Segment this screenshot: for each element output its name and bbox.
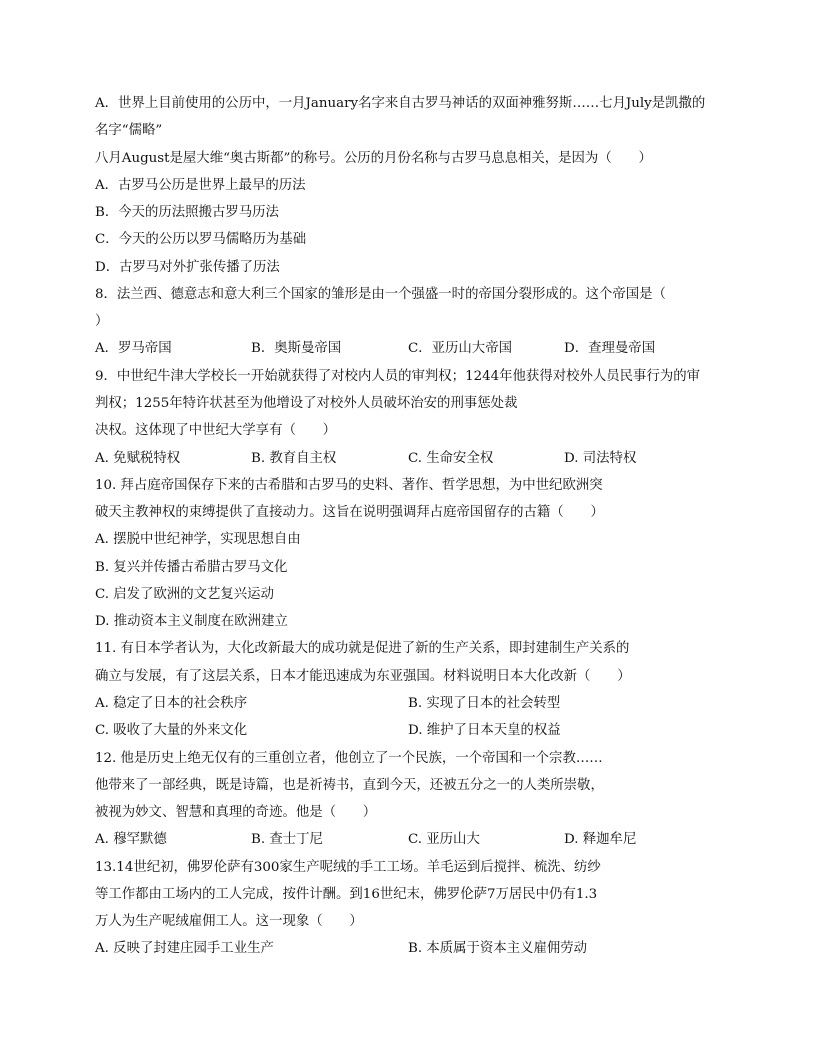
question-9-option-a: A. 免赋税特权 bbox=[95, 451, 181, 466]
question-11-option-d: D. 维护了日本天皇的权益 bbox=[408, 723, 561, 738]
question-12-option-a: A. 穆罕默德 bbox=[95, 832, 167, 847]
question-13-option-a: A. 反映了封建庄园手工业生产 bbox=[95, 941, 274, 956]
question-7-option-c: C．今天的公历以罗马儒略历为基础 bbox=[95, 232, 307, 247]
question-10-option-d: D. 推动资本主义制度在欧洲建立 bbox=[95, 614, 288, 629]
question-10-option-b: B. 复兴并传播古希腊古罗马文化 bbox=[95, 560, 288, 575]
question-7-stem-line-3: 八月August是屋大维“奥古斯都”的称号。公历的月份名称与古罗马息息相关，是因为（ ） bbox=[95, 151, 652, 166]
question-12-stem-line-1: 12. 他是历史上绝无仅有的三重创立者，他创立了一个民族，一个帝国和一个宗教…… bbox=[95, 751, 603, 766]
question-7-stem-line-1: A．世界上目前使用的公历中，一月January名字来自古罗马神话的双面神雅努斯……七月July是凯撒的 bbox=[95, 96, 706, 111]
question-11-stem-line-1: 11. 有日本学者认为，大化改新最大的成功就是促进了新的生产关系，即封建制生产关系的 bbox=[95, 641, 630, 656]
question-11-option-a: A. 稳定了日本的社会秩序 bbox=[95, 696, 248, 711]
question-8-option-a: A．罗马帝国 bbox=[95, 341, 172, 356]
question-11-stem-line-2: 确立与发展，有了这层关系，日本才能迅速成为东亚强国。材料说明日本大化改新（ ） bbox=[95, 669, 631, 684]
question-9-option-b: B. 教育自主权 bbox=[251, 451, 337, 466]
question-10-stem-line-1: 10. 拜占庭帝国保存下来的古希腊和古罗马的史料、著作、哲学思想，为中世纪欧洲突 bbox=[95, 478, 603, 493]
question-7-stem-line-2: 名字“儒略” bbox=[95, 123, 163, 138]
question-7-option-d: D．古罗马对外扩张传播了历法 bbox=[95, 260, 280, 275]
question-8-option-d: D．查理曼帝国 bbox=[564, 341, 656, 356]
question-11-option-c: C. 吸收了大量的外来文化 bbox=[95, 723, 248, 738]
question-9-stem-line-3: 决权。这体现了中世纪大学享有（ ） bbox=[95, 423, 337, 438]
question-10-option-a: A. 摆脱中世纪神学，实现思想自由 bbox=[95, 532, 301, 547]
question-13-stem-line-3: 万人为生产呢绒雇佣工人。这一现象（ ） bbox=[95, 914, 363, 929]
question-8-option-c: C．亚历山大帝国 bbox=[408, 341, 512, 356]
question-9-option-d: D. 司法特权 bbox=[564, 451, 637, 466]
question-12-option-b: B. 查士丁尼 bbox=[251, 832, 323, 847]
question-12-stem-line-2: 他带来了一部经典，既是诗篇，也是祈祷书，直到今天，还被五分之一的人类所崇敬， bbox=[95, 778, 604, 793]
question-7-option-b: B．今天的历法照搬古罗马历法 bbox=[95, 205, 279, 220]
question-9-stem-line-1: 9．中世纪牛津大学校长一开始就获得了对校内人员的审判权；1244年他获得对校外人员民事行为的审 bbox=[95, 369, 701, 384]
question-9-option-c: C. 生命安全权 bbox=[408, 451, 494, 466]
question-10-option-c: C. 启发了欧洲的文艺复兴运动 bbox=[95, 587, 274, 602]
question-12-option-d: D. 释迦牟尼 bbox=[564, 832, 637, 847]
question-8-stem-line-2: ） bbox=[95, 314, 109, 329]
question-8-option-b: B．奥斯曼帝国 bbox=[251, 341, 342, 356]
question-8-stem-line-1: 8．法兰西、德意志和意大利三个国家的雏形是由一个强盛一时的帝国分裂形成的。这个帝国是（ bbox=[95, 287, 666, 302]
question-13-stem-line-1: 13.14世纪初，佛罗伦萨有300家生产呢绒的手工工场。羊毛运到后搅拌、梳洗、纺纱 bbox=[95, 860, 601, 875]
question-10-stem-line-2: 破天主教神权的束缚提供了直接动力。这旨在说明强调拜占庭帝国留存的古籍（ ） bbox=[95, 505, 604, 520]
question-7-option-a: A．古罗马公历是世界上最早的历法 bbox=[95, 178, 306, 193]
question-13-option-b: B. 本质属于资本主义雇佣劳动 bbox=[408, 941, 588, 956]
question-11-option-b: B. 实现了日本的社会转型 bbox=[408, 696, 561, 711]
question-12-stem-line-3: 被视为妙文、智慧和真理的奇迹。他是（ ） bbox=[95, 805, 377, 820]
question-13-stem-line-2: 等工作都由工场内的工人完成，按件计酬。到16世纪末，佛罗伦萨7万居民中仍有1.3 bbox=[95, 887, 598, 902]
question-12-option-c: C. 亚历山大 bbox=[408, 832, 480, 847]
question-9-stem-line-2: 判权；1255年特许状甚至为他增设了对校外人员破坏治安的刑事惩处裁 bbox=[95, 396, 518, 411]
